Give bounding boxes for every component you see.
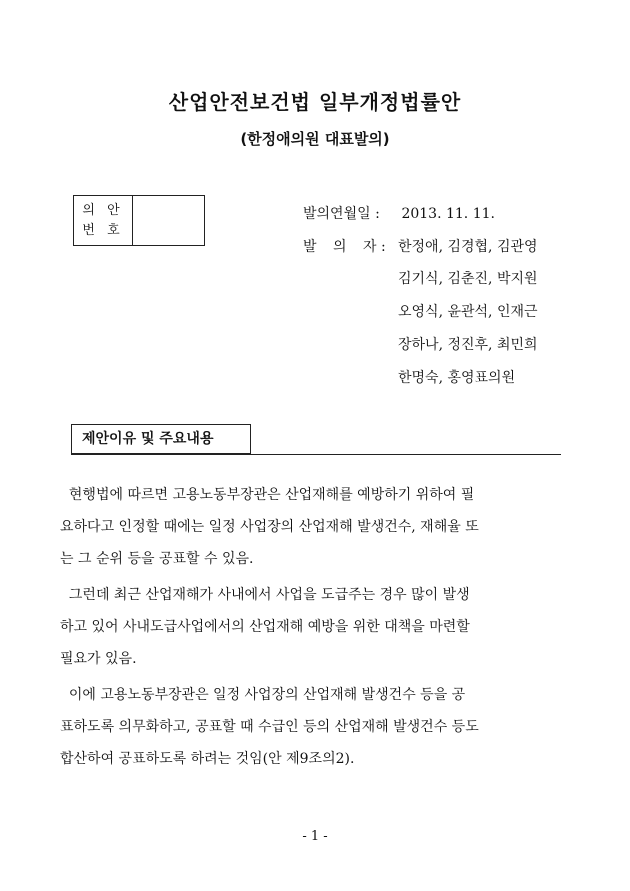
page-number: - 1 -	[302, 829, 328, 844]
proposer-names-line: 김기식, 김춘진, 박지원	[398, 271, 538, 287]
paragraph-line: 요하다고 인정할 때에는 일정 사업장의 산업재해 발생건수, 재해율 또	[60, 519, 479, 535]
proposer-names-line: 한명숙, 홍영표의원	[398, 370, 516, 386]
paragraph	[60, 679, 570, 775]
bill-number-label-line2: 번 호	[82, 223, 124, 238]
bill-number-label	[74, 196, 133, 245]
paragraph-line: 그런데 최근 산업재해가 사내에서 사업을 도급주는 경우 많이 발생	[60, 587, 470, 603]
paragraph-line: 현행법에 따르면 고용노동부장관은 산업재해를 예방하기 위하여 필	[60, 487, 475, 503]
proposer-label	[303, 236, 397, 256]
paragraph	[60, 479, 570, 575]
proposer-names-line: 오영식, 윤관석, 인재근	[398, 304, 538, 320]
proposer-label-char-1: 발	[303, 239, 317, 255]
proposal-date-value: 2013. 11. 11.	[401, 206, 495, 222]
proposer-label-char-2: 의	[333, 239, 347, 255]
bill-number-label-line1: 의 안	[82, 203, 124, 218]
paragraph-line: 필요가 있음.	[60, 651, 137, 667]
proposer-label-char-3: 자 :	[363, 239, 386, 255]
proposal-date-label: 발의연월일 :	[303, 206, 380, 222]
section-divider	[71, 454, 561, 455]
proposal-date-row	[303, 203, 495, 223]
proposer-names-line: 한정애, 김경협, 김관영	[398, 239, 538, 255]
section-heading: 제안이유 및 주요내용	[71, 424, 251, 454]
paragraph-line: 는 그 순위 등을 공표할 수 있음.	[60, 551, 254, 567]
proposer-names-line: 장하나, 정진후, 최민희	[398, 337, 538, 353]
proposer-label-row	[303, 236, 397, 256]
paragraph-line: 표하도록 의무화하고, 공표할 때 수급인 등의 산업재해 발생건수 등도	[60, 719, 479, 735]
bill-number-value	[133, 196, 204, 245]
document-subtitle: (한정애의원 대표발의)	[240, 130, 390, 148]
paragraph	[60, 579, 570, 675]
document-title: 산업안전보건법 일부개정법률안	[168, 90, 462, 114]
paragraph-line: 하고 있어 사내도급사업에서의 산업재해 예방을 위한 대책을 마련할	[60, 619, 470, 635]
paragraph-line: 이에 고용노동부장관은 일정 사업장의 산업재해 발생건수 등을 공	[60, 687, 466, 703]
bill-number-box	[73, 195, 205, 246]
paragraph-line: 합산하여 공표하도록 하려는 것임(안 제9조의2).	[60, 751, 355, 767]
